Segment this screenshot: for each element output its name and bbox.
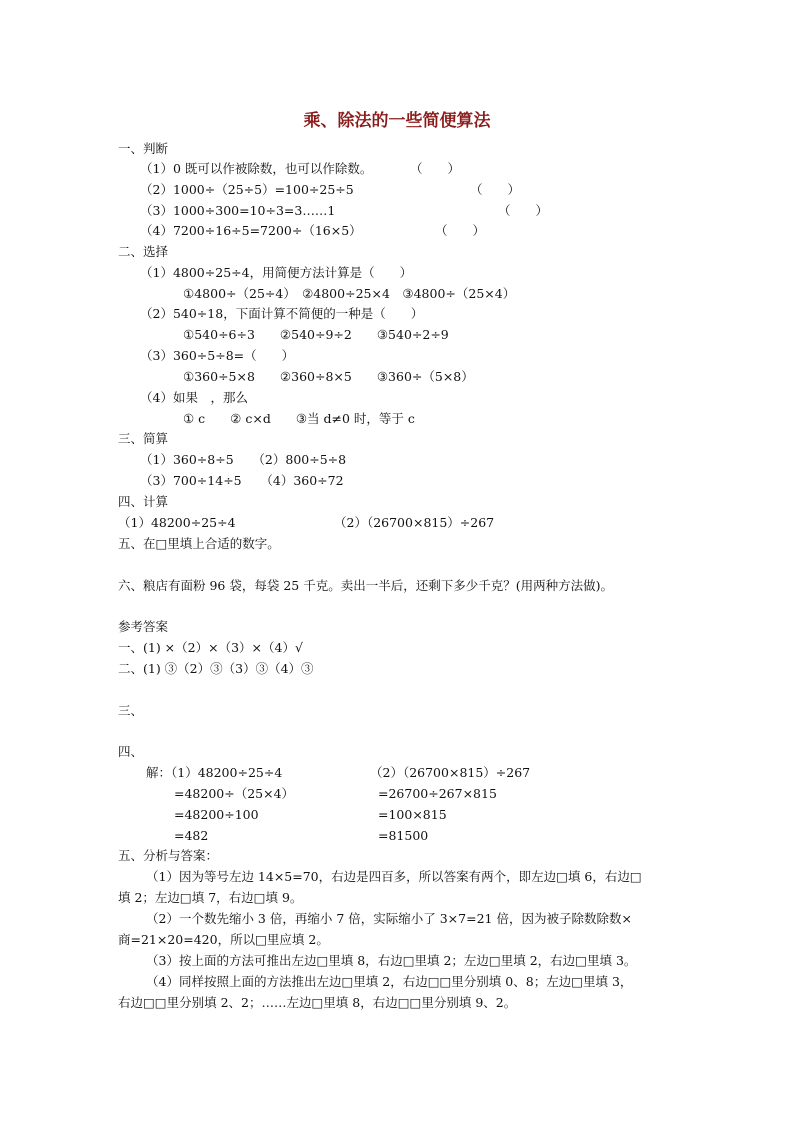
answer-4-right-line-1: （2）（26700×815）÷267 [370,765,531,780]
s4-problem-1: （1）48200÷25÷4 [118,515,236,530]
s3-row-1: （1）360÷8÷5 （2）800÷5÷8 [140,452,347,467]
s2-q3-options: ①360÷5×8 ②360÷8×5 ③360÷（5×8） [183,369,474,384]
s2-q3: （3）360÷5÷8=（ ） [140,348,295,363]
s2-q1-options: ①4800÷（25÷4） ②4800÷25×4 ③4800÷（25×4） [183,286,516,301]
answer-section-5-heading: 五、分析与答案： [118,848,219,863]
answer-section-4: 四、 [118,744,144,759]
answer-4-left-line-1: 解：（1）48200÷25÷4 [146,765,283,780]
s3-row-2: （3）700÷14÷5 （4）360÷72 [140,473,344,488]
section-3-heading: 三、简算 [118,431,169,446]
section-2-heading: 二、选择 [118,244,169,259]
answer-4-right-line-2: =26700÷267×815 [378,786,497,801]
s1-q1: （1）0 既可以作被除数，也可以作除数。 [140,161,373,176]
answer-4-right-line-4: =81500 [378,828,429,843]
answer-5-p1-line-2: 填 2；左边□填 7，右边□填 9。 [118,890,303,905]
answer-4-left-line-2: =48200÷（25×4） [174,786,295,801]
answer-5-p4-line-1: （4）同样按照上面的方法推出左边□里填 2，右边□□里分别填 0、8；左边□里填 3， [146,974,633,989]
s1-q2-answer-paren: （ ） [470,182,521,197]
answer-5-p4-line-2: 右边□□里分别填 2、2；……左边□里填 8，右边□□里分别填 9、2。 [118,995,517,1010]
section-5-heading: 五、在□里填上合适的数字。 [118,536,280,551]
answer-section-3: 三、 [118,703,144,718]
s1-q2: （2）1000÷（25÷5）=100÷25÷5 [140,182,354,197]
s2-q1: （1）4800÷25÷4，用简便方法计算是（ ） [140,265,413,280]
answer-4-right-line-3: =100×815 [378,807,447,822]
s1-q3-answer-paren: （ ） [498,203,549,218]
section-1-heading: 一、判断 [118,141,169,156]
section-6-problem: 六、粮店有面粉 96 袋，每袋 25 千克。卖出一半后，还剩下多少千克？(用两种方法做)。 [118,578,613,593]
page-title: 乘、除法的一些简便算法 [303,111,491,131]
s1-q4: （4）7200÷16÷5=7200÷（16×5） [140,223,362,238]
s2-q4: （4）如果 ，那么 [140,390,248,405]
answer-5-p1-line-1: （1）因为等号左边 14×5=70，右边是四百多，所以答案有两个，即左边□填 6，右边□ [146,869,642,884]
answer-5-p3: （3）按上面的方法可推出左边□里填 8，右边□里填 2；左边□里填 2，右边□里填 3。 [146,953,637,968]
answer-5-p2-line-2: 商=21×20=420，所以□里应填 2。 [118,932,329,947]
answer-section-2: 二、(1) ③（2）③（3）③（4）③ [118,661,314,676]
s1-q4-answer-paren: （ ） [435,223,486,238]
s2-q2-options: ①540÷6÷3 ②540÷9÷2 ③540÷2÷9 [183,327,449,342]
answer-5-p2-line-1: （2）一个数先缩小 3 倍，再缩小 7 倍，实际缩小了 3×7=21 倍，因为被子除数除数× [146,911,632,926]
answer-section-1: 一、(1) ×（2）×（3）×（4）√ [118,640,303,655]
section-4-heading: 四、计算 [118,494,169,509]
s4-problem-2: （2）（26700×815）÷267 [334,515,495,530]
answers-heading: 参考答案 [118,619,169,634]
s1-q1-answer-paren: （ ） [410,161,461,176]
s2-q4-options: ① c ② c×d ③当 d≠0 时，等于 c [183,411,415,426]
s2-q2: （2）540÷18，下面计算不简便的一种是（ ） [140,306,424,321]
s1-q3: （3）1000÷300=10÷3=3……1 [140,203,336,218]
answer-4-left-line-4: =482 [174,828,209,843]
answer-4-left-line-3: =48200÷100 [174,807,259,822]
